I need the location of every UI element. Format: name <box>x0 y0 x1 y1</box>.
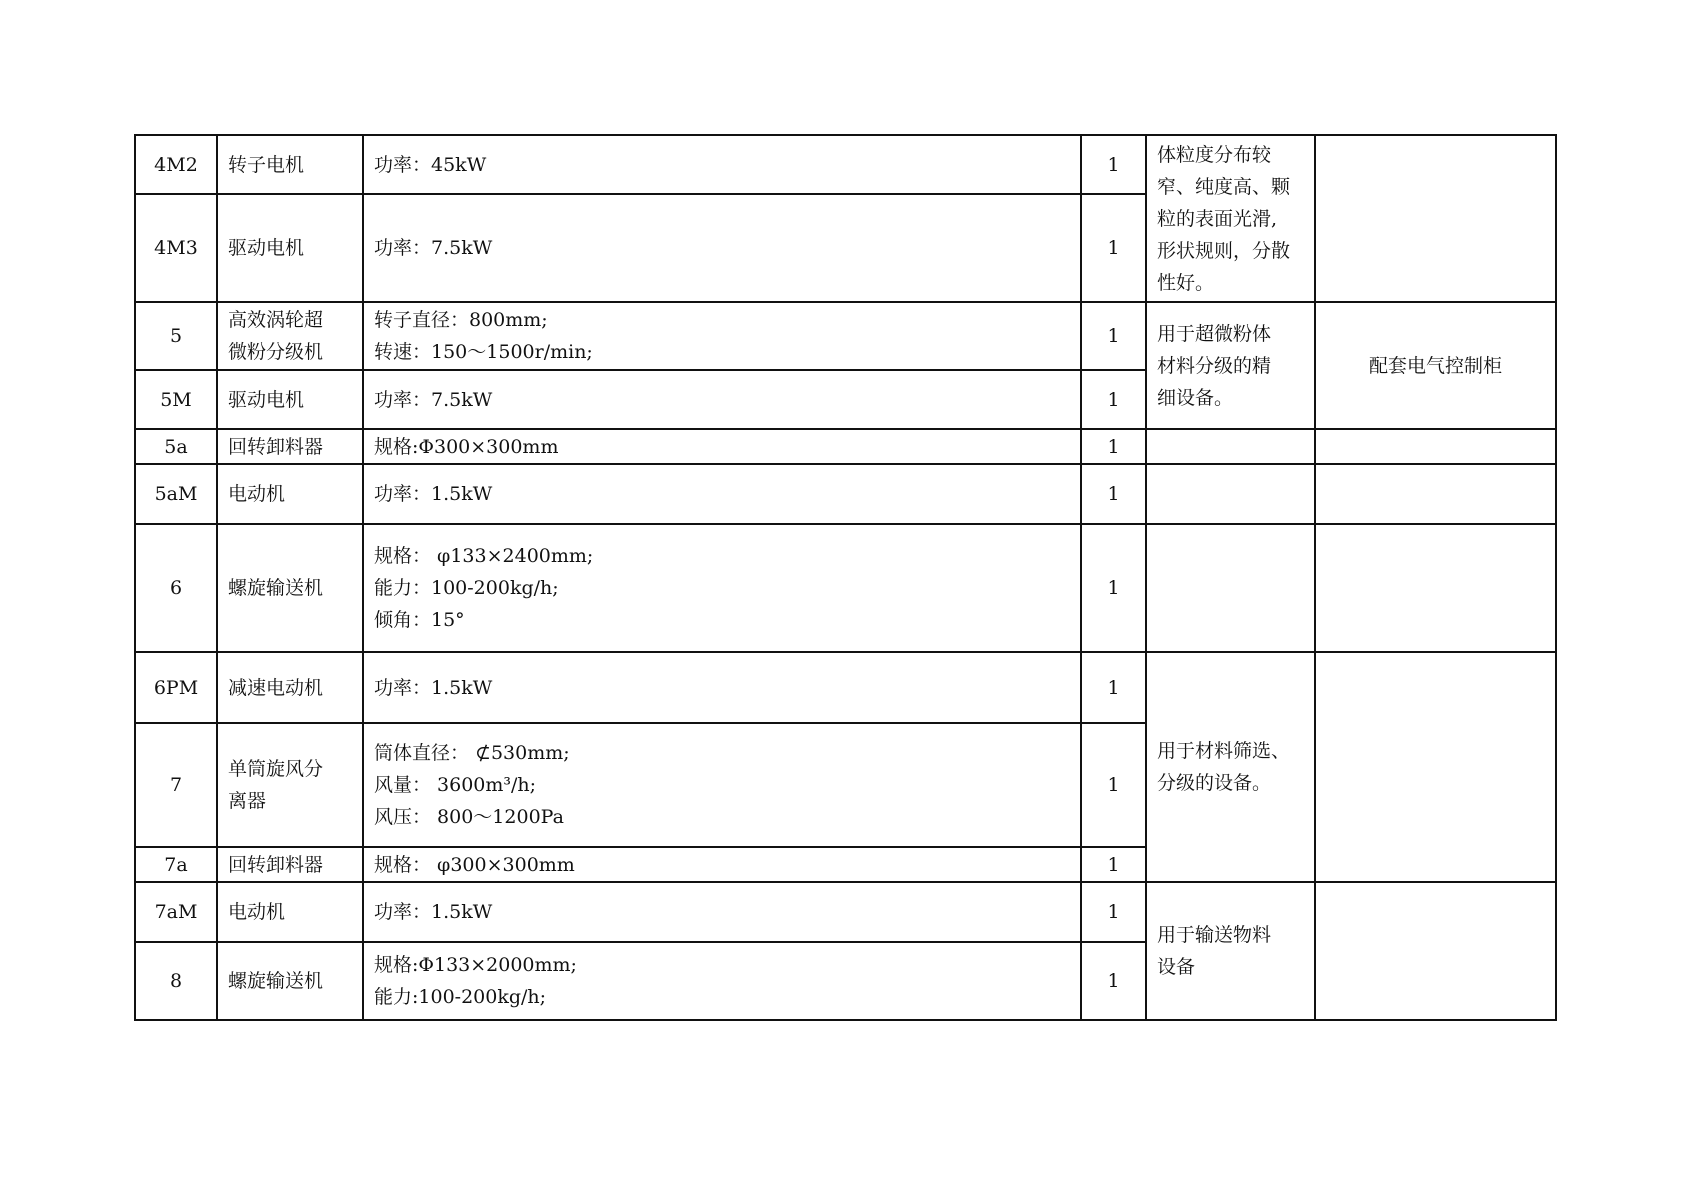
item-spec: 规格： φ133×2400mm; 能力：100-200kg/h; 倾角：15° <box>363 524 1081 652</box>
equipment-table <box>134 134 1557 1021</box>
item-spec: 功率：45kW <box>363 135 1081 194</box>
item-number: 5a <box>135 429 217 464</box>
item-spec: 规格： φ300×300mm <box>363 847 1081 882</box>
item-use <box>1146 464 1315 524</box>
item-remark <box>1315 429 1556 464</box>
item-quantity: 1 <box>1081 135 1146 194</box>
item-name: 高效涡轮超 微粉分级机 <box>217 302 363 370</box>
item-number: 7 <box>135 723 217 847</box>
item-spec: 筒体直径： ⊄530mm; 风量： 3600m³/h; 风压： 800～1200Pa <box>363 723 1081 847</box>
item-spec: 转子直径：800mm; 转速：150～1500r/min; <box>363 302 1081 370</box>
item-number: 6PM <box>135 652 217 723</box>
item-number: 7aM <box>135 882 217 942</box>
item-name: 螺旋输送机 <box>217 942 363 1020</box>
item-name: 转子电机 <box>217 135 363 194</box>
item-spec: 功率：1.5kW <box>363 464 1081 524</box>
item-number: 5 <box>135 302 217 370</box>
item-spec: 功率：1.5kW <box>363 882 1081 942</box>
item-quantity: 1 <box>1081 302 1146 370</box>
item-number: 7a <box>135 847 217 882</box>
item-quantity: 1 <box>1081 882 1146 942</box>
item-quantity: 1 <box>1081 723 1146 847</box>
item-name: 回转卸料器 <box>217 847 363 882</box>
item-name: 单筒旋风分 离器 <box>217 723 363 847</box>
item-quantity: 1 <box>1081 194 1146 302</box>
table-row <box>135 882 1556 942</box>
item-spec: 功率：1.5kW <box>363 652 1081 723</box>
item-remark <box>1315 135 1556 302</box>
table-row <box>135 135 1556 194</box>
item-use: 用于输送物料 设备 <box>1146 882 1315 1020</box>
item-use <box>1146 429 1315 464</box>
item-name: 电动机 <box>217 882 363 942</box>
item-spec: 功率：7.5kW <box>363 370 1081 429</box>
item-spec: 规格:Φ133×2000mm; 能力:100-200kg/h; <box>363 942 1081 1020</box>
item-quantity: 1 <box>1081 429 1146 464</box>
item-quantity: 1 <box>1081 464 1146 524</box>
item-remark <box>1315 882 1556 1020</box>
item-quantity: 1 <box>1081 942 1146 1020</box>
item-use: 体粒度分布较 窄、纯度高、颗 粒的表面光滑, 形状规则，分散 性好。 <box>1146 135 1315 302</box>
item-remark <box>1315 652 1556 882</box>
item-remark: 配套电气控制柜 <box>1315 302 1556 429</box>
item-quantity: 1 <box>1081 652 1146 723</box>
item-name: 螺旋输送机 <box>217 524 363 652</box>
item-spec: 规格:Φ300×300mm <box>363 429 1081 464</box>
item-remark <box>1315 524 1556 652</box>
item-use <box>1146 524 1315 652</box>
item-name: 回转卸料器 <box>217 429 363 464</box>
item-name: 驱动电机 <box>217 370 363 429</box>
item-number: 5M <box>135 370 217 429</box>
item-quantity: 1 <box>1081 370 1146 429</box>
item-number: 4M2 <box>135 135 217 194</box>
table-row <box>135 429 1556 464</box>
item-remark <box>1315 464 1556 524</box>
table-row <box>135 652 1556 723</box>
item-number: 4M3 <box>135 194 217 302</box>
table-row <box>135 302 1556 370</box>
item-name: 减速电动机 <box>217 652 363 723</box>
item-number: 6 <box>135 524 217 652</box>
item-number: 8 <box>135 942 217 1020</box>
item-number: 5aM <box>135 464 217 524</box>
table-row <box>135 464 1556 524</box>
item-quantity: 1 <box>1081 524 1146 652</box>
table-row <box>135 524 1556 652</box>
item-quantity: 1 <box>1081 847 1146 882</box>
item-name: 驱动电机 <box>217 194 363 302</box>
item-name: 电动机 <box>217 464 363 524</box>
item-use: 用于超微粉体 材料分级的精 细设备。 <box>1146 302 1315 429</box>
item-spec: 功率：7.5kW <box>363 194 1081 302</box>
item-use: 用于材料筛选、 分级的设备。 <box>1146 652 1315 882</box>
